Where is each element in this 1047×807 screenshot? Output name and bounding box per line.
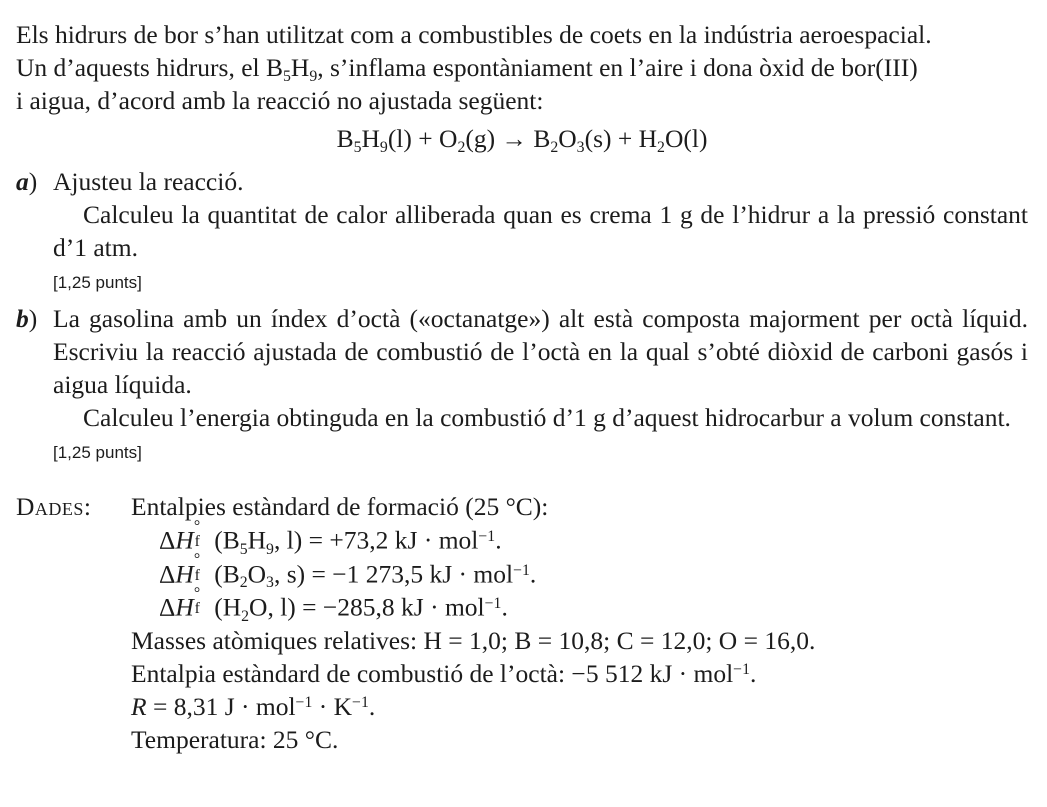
question-b (16, 302, 1028, 434)
superscript: −1 (733, 661, 750, 679)
superscript: −1 (478, 528, 496, 546)
superscript: −1 (484, 595, 502, 613)
superscript: −1 (513, 561, 530, 579)
degree: ° (193, 551, 201, 569)
enthalpy-symbol: H (175, 525, 194, 555)
eq-text: O(l) (664, 124, 708, 153)
data-text: (B (207, 525, 240, 555)
question-b-body (53, 302, 1028, 434)
data-label: Dades: (16, 492, 92, 521)
data-text: , l) = +73,2 kJ · mol (273, 525, 479, 555)
enthalpy-symbol: H (175, 592, 194, 622)
data-text: . (495, 525, 502, 555)
data-text: . (529, 559, 537, 588)
exam-question (16, 18, 1028, 756)
data-enthalpy-heading: Entalpies estàndard de formació (25 °C): (131, 492, 549, 521)
delta: Δ (159, 592, 176, 622)
eq-text: (g) → B (465, 124, 551, 153)
supsub (193, 517, 208, 551)
data-gas-constant (131, 690, 1028, 723)
intro-text: , s’inflama espontàniament en l’aire i dona òxid de bor(III) (317, 53, 918, 82)
data-section (16, 490, 1028, 756)
delta: Δ (159, 525, 176, 555)
data-text: . (368, 691, 376, 721)
intro-line-1: Els hidrurs de bor s’han utilitzat com a combustibles de coets en la indústria aeroespacial. (16, 20, 932, 49)
question-b-text-1: La gasolina amb un índex d’octà («octanatge») alt està composta majorment per octà líquid. Escriviu la reacció ajustada de combustió de l’octà en la qual s’obté diòxid de carboni gasós i aigua líquida. (53, 304, 1028, 399)
label-paren: ) (28, 167, 38, 196)
subscript: 2 (457, 139, 466, 157)
intro-paragraph (16, 18, 1028, 117)
subscript: 3 (576, 139, 585, 157)
subscript: 5 (283, 68, 291, 86)
degree: ° (193, 584, 201, 602)
supsub (193, 551, 208, 584)
superscript: −1 (295, 694, 313, 712)
eq-text: B (336, 124, 354, 153)
data-text: , s) = −1 273,5 kJ · mol (273, 559, 514, 588)
question-a-label (16, 165, 53, 264)
question-b-points: [1,25 punts] (53, 443, 142, 462)
subscript: 2 (657, 139, 665, 157)
subscript: 9 (379, 139, 388, 157)
data-atomic-masses: Masses atòmiques relatives: H = 1,0; B = 10,8; C = 12,0; O = 16,0. (131, 625, 816, 655)
subscript: 2 (550, 139, 559, 157)
data-text: · K (312, 691, 353, 721)
data-text: = 8,31 J · mol (146, 691, 296, 721)
subscript: 9 (309, 68, 318, 86)
eq-text: H (361, 124, 380, 153)
data-enthalpy-b2o3 (131, 551, 1028, 592)
data-text: (B (207, 559, 240, 588)
subscript: 9 (266, 540, 274, 558)
data-text: (H (207, 592, 242, 622)
data-enthalpy-h2o (131, 584, 1028, 625)
formation: f (194, 600, 200, 618)
intro-line-2 (16, 51, 1028, 84)
supsub (193, 584, 208, 618)
intro-text: H (290, 53, 310, 82)
question-a-line-1: Ajusteu la reacció. (53, 167, 244, 196)
data-enthalpy-b5h9 (131, 517, 1028, 558)
unbalanced-reaction-equation (16, 122, 1028, 155)
eq-text: (l) + O (387, 124, 458, 153)
data-text: O (247, 559, 267, 588)
question-a-body (53, 165, 1028, 264)
data-text: . (749, 658, 757, 688)
intro-line-3: i aigua, d’acord amb la reacció no ajustada següent: (16, 86, 544, 115)
question-b-text-2: Calculeu l’energia obtinguda en la combustió d’1 g d’aquest hidrocarbur a volum constant. (83, 403, 1011, 432)
intro-text: Un d’aquests hidrurs, el B (16, 53, 284, 82)
enthalpy-symbol: H (175, 559, 194, 588)
data-text: . (501, 592, 508, 622)
label-letter: a (16, 167, 29, 196)
degree: ° (193, 517, 201, 535)
subscript: 2 (241, 607, 250, 625)
eq-text: O (558, 124, 577, 153)
question-a-line-2: Calculeu la quantitat de calor alliberada quan es crema 1 g de l’hidrur a la pressió constant d’1 atm. (53, 200, 1028, 262)
subscript: 5 (239, 540, 248, 558)
data-text: O, l) = −285,8 kJ · mol (249, 592, 485, 622)
formation: f (194, 566, 200, 584)
question-a-points: [1,25 punts] (53, 273, 142, 292)
data-text: H (247, 525, 267, 555)
formation: f (194, 533, 200, 551)
label-letter: b (16, 304, 29, 333)
delta: Δ (159, 559, 176, 588)
data-temperature: Temperatura: 25 °C. (131, 724, 339, 754)
gas-constant-symbol: R (131, 691, 147, 721)
subscript: 5 (353, 139, 362, 157)
label-paren: ) (28, 304, 38, 333)
data-text: Entalpia estàndard de combustió de l’octà: −5 512 kJ · mol (131, 658, 734, 688)
question-a (16, 165, 1028, 264)
question-b-label (16, 302, 53, 434)
superscript: −1 (352, 694, 369, 712)
eq-text: (s) + H (584, 124, 658, 153)
data-body (131, 490, 1028, 756)
subscript: 2 (239, 574, 248, 592)
subscript: 3 (266, 574, 274, 592)
data-octane-combustion (131, 657, 1028, 690)
